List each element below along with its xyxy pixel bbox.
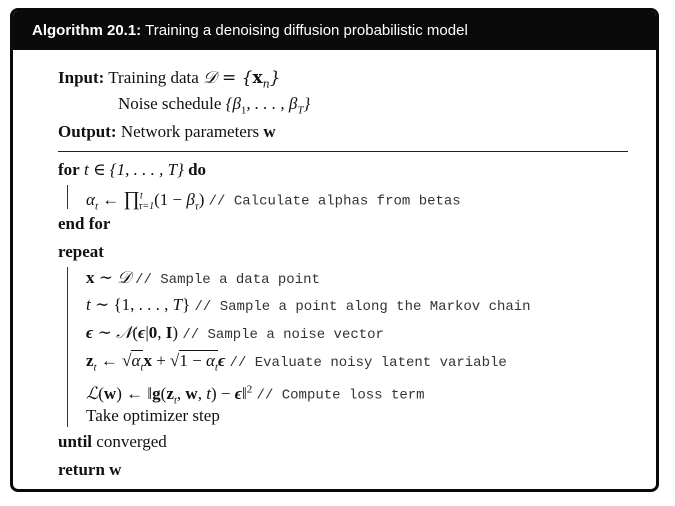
latent-line: [86, 348, 507, 374]
end-for-line: [58, 211, 110, 237]
alpha-comment: // Calculate alphas from betas: [208, 193, 461, 210]
latent-comment: // Evaluate noisy latent variable: [229, 355, 507, 371]
repeat-line: [58, 239, 104, 265]
for-line: [58, 157, 206, 183]
alpha-math: $\alpha_t$ ← ∏$^t_{\tau=1}$(1 − $\beta_\tau$): [86, 187, 205, 213]
algorithm-title: Training a denoising diffusion probabilistic model: [145, 22, 468, 39]
for-body-bar: [67, 185, 68, 209]
sample-noise-line: [86, 320, 384, 346]
noise-schedule-line: [118, 91, 310, 117]
output-line: [58, 119, 276, 145]
input-line: [58, 65, 281, 91]
noise-text: Noise schedule: [118, 94, 222, 113]
algorithm-header: [13, 11, 656, 50]
algorithm-box: [10, 8, 659, 492]
sample-markov-comment: // Sample a point along the Markov chain: [194, 299, 531, 315]
latent-math: $z_t$ ← $√\alpha_tx + √1 - \alpha_t\epsilon$: [86, 351, 226, 374]
sample-t-line: [86, 292, 531, 318]
do-keyword: do: [188, 160, 207, 179]
sample-data-math: x ∼ 𝒟: [86, 268, 131, 288]
sample-t-math: t ∼ {1, . . . , T}: [86, 295, 191, 314]
return-keyword: return: [58, 460, 105, 479]
sample-data-comment: // Sample a data point: [135, 272, 320, 288]
io-separator: [58, 151, 628, 152]
return-value: w: [109, 460, 122, 479]
algorithm-tag: Algorithm 20.1:: [32, 22, 142, 39]
loss-line: [86, 376, 425, 407]
end-for-keyword: end for: [58, 214, 111, 233]
repeat-body-bar: [67, 267, 68, 427]
repeat-keyword: repeat: [58, 242, 104, 261]
output-label: Output:: [58, 122, 117, 141]
output-math: w: [263, 122, 276, 141]
until-line: [58, 429, 167, 455]
noise-math: {$\beta_1$, . . . , $\beta_T$}: [225, 94, 311, 117]
return-line: [58, 457, 121, 483]
input-math: 𝒟 = $\{x_n\}$: [203, 68, 281, 91]
loss-math: ℒ(w) ← $‖g(z_t$, w, t) − ϵ‖$^2$: [86, 383, 253, 407]
input-text: Training data: [108, 68, 199, 87]
for-range-math: t ∈ {1, . . . , T}: [83, 160, 184, 179]
until-keyword: until: [58, 432, 93, 451]
output-text: Network parameters: [120, 122, 260, 141]
sample-data-line: [86, 265, 320, 291]
sample-noise-math: ϵ ∼ 𝒩(ϵ|0, I): [86, 323, 179, 343]
loss-comment: // Compute loss term: [256, 387, 425, 404]
converged-text: converged: [96, 432, 167, 451]
optimizer-step-text: Take optimizer step: [86, 406, 220, 425]
for-keyword: for: [58, 160, 80, 179]
optimizer-line: [86, 403, 220, 429]
alpha-line: [86, 183, 461, 213]
input-label: Input:: [58, 68, 105, 87]
sample-noise-comment: // Sample a noise vector: [182, 327, 384, 343]
